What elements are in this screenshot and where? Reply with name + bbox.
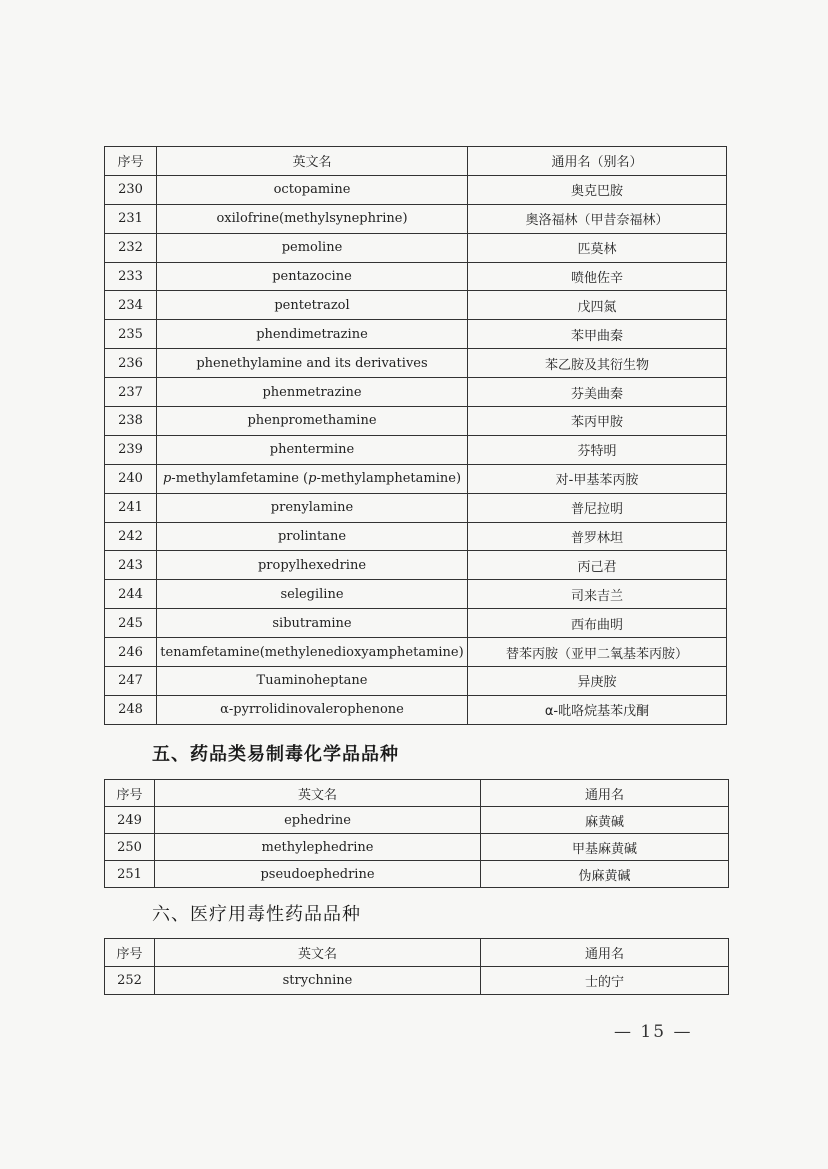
common-name-cell: 司来吉兰: [468, 580, 727, 609]
table-row: [105, 435, 727, 464]
serial-cell: 241: [105, 493, 157, 522]
serial-cell: 250: [105, 834, 155, 861]
table-row: [105, 695, 727, 724]
serial-cell: 244: [105, 580, 157, 609]
serial-cell: 246: [105, 638, 157, 667]
english-name-cell: pentazocine: [157, 262, 468, 291]
common-name-cell: 奥洛福林（甲昔奈福林）: [468, 204, 727, 233]
serial-cell: 248: [105, 695, 157, 724]
english-name-cell: Tuaminoheptane: [157, 667, 468, 696]
english-name-cell: tenamfetamine(methylenedioxyamphetamine): [157, 638, 468, 667]
common-name-cell: 麻黄碱: [481, 807, 729, 834]
name-suffix: -methylamphetamine): [316, 471, 462, 487]
header-english-name: 英文名: [155, 939, 481, 967]
serial-cell: 233: [105, 262, 157, 291]
english-name-cell: pentetrazol: [157, 291, 468, 320]
table-row: [105, 464, 727, 493]
english-name-cell: α-pyrrolidinovalerophenone: [157, 695, 468, 724]
table-row: [105, 667, 727, 696]
common-name-cell: 对-甲基苯丙胺: [468, 464, 727, 493]
header-english-name: 英文名: [155, 780, 481, 807]
table-row: [105, 551, 727, 580]
serial-cell: 230: [105, 175, 157, 204]
serial-cell: 240: [105, 464, 157, 493]
serial-cell: 234: [105, 291, 157, 320]
table-row: [105, 262, 727, 291]
table-row: [105, 204, 727, 233]
common-name-cell: 苯乙胺及其衍生物: [468, 349, 727, 378]
common-name-cell: 芬美曲秦: [468, 378, 727, 407]
serial-cell: 232: [105, 233, 157, 262]
serial-cell: 247: [105, 667, 157, 696]
english-name-cell: methylephedrine: [155, 834, 481, 861]
english-name-cell: phenmetrazine: [157, 378, 468, 407]
common-name-cell: 替苯丙胺（亚甲二氧基苯丙胺）: [468, 638, 727, 667]
table-row: [105, 580, 727, 609]
serial-cell: 251: [105, 861, 155, 888]
english-name-cell: phentermine: [157, 435, 468, 464]
table-row: [105, 493, 727, 522]
table-row: [105, 609, 727, 638]
table-row: [105, 522, 727, 551]
table-header-row: [105, 780, 729, 807]
serial-cell: 237: [105, 378, 157, 407]
english-name-cell: propylhexedrine: [157, 551, 468, 580]
header-common-name: 通用名: [481, 939, 729, 967]
section-heading-precursor-chemicals: 五、药品类易制毒化学品品种: [152, 744, 399, 765]
table-row: [105, 233, 727, 262]
toxic-drugs-table: [104, 938, 729, 995]
table-row: [105, 349, 727, 378]
common-name-cell: 苯丙甲胺: [468, 407, 727, 436]
table-row: [105, 407, 727, 436]
substance-table-main: [104, 146, 727, 725]
serial-cell: 239: [105, 435, 157, 464]
english-name-cell: selegiline: [157, 580, 468, 609]
serial-cell: 235: [105, 320, 157, 349]
table-row: [105, 807, 729, 834]
common-name-cell: 甲基麻黄碱: [481, 834, 729, 861]
common-name-cell: 普尼拉明: [468, 493, 727, 522]
english-name-cell: phenethylamine and its derivatives: [157, 349, 468, 378]
header-english-name: 英文名: [157, 147, 468, 176]
english-name-cell: octopamine: [157, 175, 468, 204]
header-serial: 序号: [105, 780, 155, 807]
header-common-name: 通用名: [481, 780, 729, 807]
english-name-cell: pemoline: [157, 233, 468, 262]
table-row: [105, 175, 727, 204]
common-name-cell: 奥克巴胺: [468, 175, 727, 204]
english-name-cell: pseudoephedrine: [155, 861, 481, 888]
table-row: [105, 861, 729, 888]
table-row: [105, 638, 727, 667]
header-serial: 序号: [105, 939, 155, 967]
para-prefix: p: [162, 471, 172, 487]
common-name-cell: 丙己君: [468, 551, 727, 580]
serial-cell: 243: [105, 551, 157, 580]
header-common-name: 通用名（别名）: [468, 147, 727, 176]
common-name-cell: 匹莫林: [468, 233, 727, 262]
english-name-cell: strychnine: [155, 967, 481, 995]
english-name-cell: prolintane: [157, 522, 468, 551]
para-prefix: p: [308, 471, 317, 487]
common-name-cell: 士的宁: [481, 967, 729, 995]
common-name-cell: 普罗林坦: [468, 522, 727, 551]
serial-cell: 252: [105, 967, 155, 995]
table-header-row: [105, 939, 729, 967]
english-name-cell: phendimetrazine: [157, 320, 468, 349]
common-name-cell: 戊四氮: [468, 291, 727, 320]
table-row: [105, 967, 729, 995]
serial-cell: 249: [105, 807, 155, 834]
common-name-cell: 西布曲明: [468, 609, 727, 638]
common-name-cell: 异庚胺: [468, 667, 727, 696]
english-name-cell: ephedrine: [155, 807, 481, 834]
common-name-cell: α-吡咯烷基苯戊酮: [468, 695, 727, 724]
table-row: [105, 291, 727, 320]
table-header-row: [105, 147, 727, 176]
page-number: — 15 —: [614, 1022, 693, 1042]
serial-cell: 238: [105, 407, 157, 436]
table-row: [105, 378, 727, 407]
english-name-cell: prenylamine: [157, 493, 468, 522]
table-row: [105, 320, 727, 349]
table-row: [105, 834, 729, 861]
serial-cell: 231: [105, 204, 157, 233]
name-middle: -methylamfetamine (: [171, 471, 309, 487]
english-name-cell: sibutramine: [157, 609, 468, 638]
header-serial: 序号: [105, 147, 157, 176]
serial-cell: 236: [105, 349, 157, 378]
english-name-cell: [157, 464, 468, 493]
serial-cell: 245: [105, 609, 157, 638]
section-heading-toxic-drugs: 六、医疗用毒性药品品种: [152, 904, 361, 925]
precursor-chemicals-table: [104, 779, 729, 888]
common-name-cell: 芬特明: [468, 435, 727, 464]
common-name-cell: 伪麻黄碱: [481, 861, 729, 888]
serial-cell: 242: [105, 522, 157, 551]
english-name-cell: phenpromethamine: [157, 407, 468, 436]
english-name-cell: oxilofrine(methylsynephrine): [157, 204, 468, 233]
common-name-cell: 喷他佐辛: [468, 262, 727, 291]
common-name-cell: 苯甲曲秦: [468, 320, 727, 349]
